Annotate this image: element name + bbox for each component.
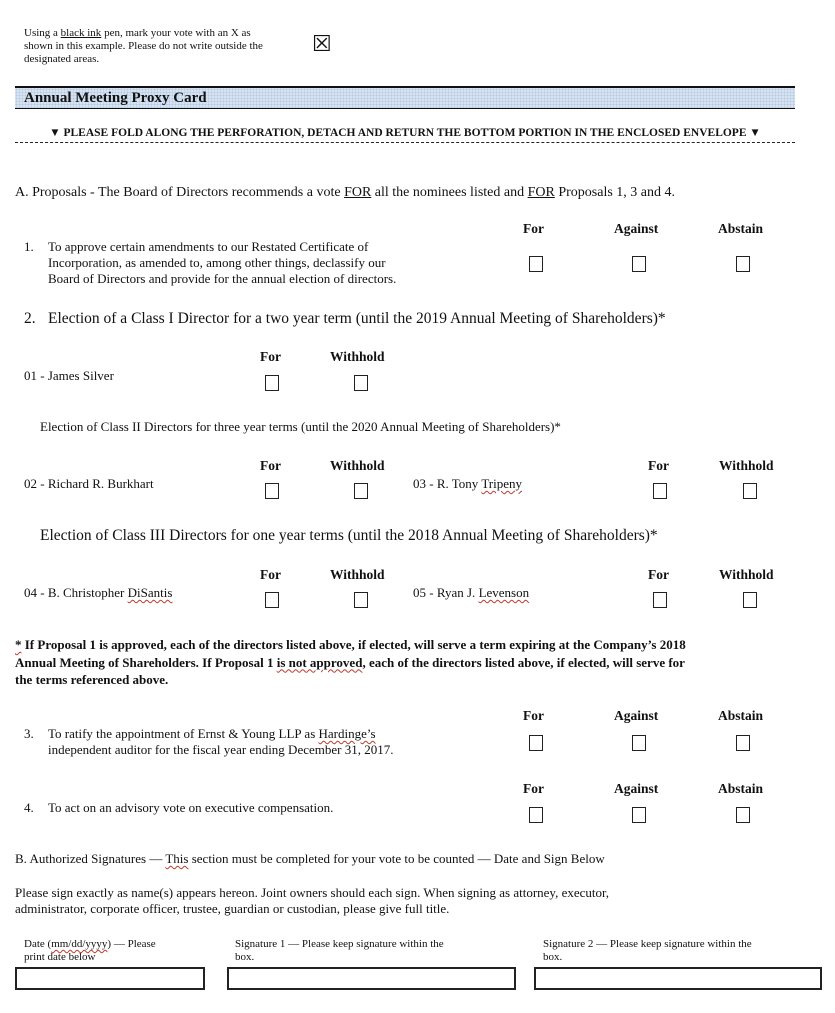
title-bar [15, 86, 795, 109]
page-title: Annual Meeting Proxy Card [24, 90, 207, 106]
p4-abstain-label: Abstain [718, 781, 764, 796]
n02-for-label: For [260, 458, 281, 473]
perforation-line [15, 142, 795, 143]
p3-abstain-label: Abstain [718, 708, 764, 723]
n05-for-label: For [648, 567, 669, 582]
nominee-03-for-checkbox[interactable] [653, 483, 667, 499]
p3-against-label: Against [614, 708, 659, 723]
proposal-4-against-checkbox[interactable] [632, 807, 646, 823]
col-for-label: For [523, 221, 544, 236]
date-label: Date (mm/dd/yyyy) — Please print date below [24, 938, 156, 963]
signature-1-box[interactable] [227, 967, 516, 990]
section-b-heading: B. Authorized Signatures — This section must be completed for your vote to be counted — Date and Sign Below [15, 851, 605, 866]
n01-for-label: For [260, 349, 281, 364]
signature-1-label: Signature 1 — Please keep signature within the box. [235, 938, 444, 963]
signature-2-label: Signature 2 — Please keep signature within the box. [543, 938, 752, 963]
nominee-04-name: 04 - B. Christopher DiSantis [24, 585, 173, 600]
marking-instructions: Using a black ink pen, mark your vote with an X as shown in this example. Please do not write outside the designated areas. [24, 27, 263, 65]
section-a-heading: A. Proposals - The Board of Directors recommends a vote FOR all the nominees listed and FOR Proposals 1, 3 and 4. [15, 185, 675, 200]
proposal-1-for-checkbox[interactable] [529, 256, 543, 272]
proposal-3-number: 3. [24, 726, 34, 741]
proposal-3-for-checkbox[interactable] [529, 735, 543, 751]
n05-withhold-label: Withhold [719, 567, 774, 582]
nominee-03-withhold-checkbox[interactable] [743, 483, 757, 499]
n04-withhold-label: Withhold [330, 567, 385, 582]
fold-notice: ▼ PLEASE FOLD ALONG THE PERFORATION, DETACH AND RETURN THE BOTTOM PORTION IN THE ENCLOSED ENVELOPE ▼ [49, 127, 761, 139]
nominee-02-for-checkbox[interactable] [265, 483, 279, 499]
nominee-03-name: 03 - R. Tony Tripeny [413, 476, 523, 491]
proposal-1-against-checkbox[interactable] [632, 256, 646, 272]
proposal-3-abstain-checkbox[interactable] [736, 735, 750, 751]
nominee-02-name: 02 - Richard R. Burkhart [24, 476, 154, 491]
proposal-1-number: 1. [24, 239, 34, 254]
nominee-01-withhold-checkbox[interactable] [354, 375, 368, 391]
proposal-4-abstain-checkbox[interactable] [736, 807, 750, 823]
proposal-1-abstain-checkbox[interactable] [736, 256, 750, 272]
p4-against-label: Against [614, 781, 659, 796]
nominee-01-for-checkbox[interactable] [265, 375, 279, 391]
n04-for-label: For [260, 567, 281, 582]
n01-withhold-label: Withhold [330, 349, 385, 364]
nominee-05-name: 05 - Ryan J. Levenson [413, 585, 530, 600]
n03-withhold-label: Withhold [719, 458, 774, 473]
signing-note: Please sign exactly as name(s) appears hereon. Joint owners should each sign. When signing as attorney, executor, administrator, corporate officer, trustee, guardian or custodian, please give full title. [15, 885, 610, 916]
col-abstain-label: Abstain [718, 221, 764, 236]
example-mark-icon: ☒ [312, 32, 332, 57]
nominee-05-for-checkbox[interactable] [653, 592, 667, 608]
nominee-04-for-checkbox[interactable] [265, 592, 279, 608]
class-3-heading: Election of Class III Directors for one year terms (until the 2018 Annual Meeting of Shareholders)* [40, 527, 658, 544]
n03-for-label: For [648, 458, 669, 473]
n02-withhold-label: Withhold [330, 458, 385, 473]
p4-for-label: For [523, 781, 544, 796]
proposal-3-against-checkbox[interactable] [632, 735, 646, 751]
col-against-label: Against [614, 221, 659, 236]
nominee-04-withhold-checkbox[interactable] [354, 592, 368, 608]
nominee-05-withhold-checkbox[interactable] [743, 592, 757, 608]
footnote: * If Proposal 1 is approved, each of the directors listed above, if elected, will serve a term expiring at the Company’s 2018 Annual Meeting of Shareholders. If Proposal 1 is not approved, each of the directors listed above, if elected, will serve for the terms referenced above. [15, 637, 686, 687]
proposal-4-for-checkbox[interactable] [529, 807, 543, 823]
nominee-01-name: 01 - James Silver [24, 368, 114, 383]
proposal-2-text: Election of a Class I Director for a two year term (until the 2019 Annual Meeting of Shareholders)* [48, 310, 666, 327]
proposal-3-text: To ratify the appointment of Ernst & Young LLP as Hardinge’s independent auditor for the fiscal year ending December 31, 2017. [48, 726, 394, 757]
signature-2-box[interactable] [534, 967, 822, 990]
class-2-heading: Election of Class II Directors for three year terms (until the 2020 Annual Meeting of Shareholders)* [40, 419, 561, 434]
proposal-4-number: 4. [24, 800, 34, 815]
nominee-02-withhold-checkbox[interactable] [354, 483, 368, 499]
p3-for-label: For [523, 708, 544, 723]
proposal-2-number: 2. [24, 310, 36, 327]
proposal-1-text: To approve certain amendments to our Restated Certificate of Incorporation, as amended to, among other things, declassify our Board of Directors and provide for the annual election of directors. [48, 239, 397, 286]
proposal-4-text: To act on an advisory vote on executive compensation. [48, 800, 334, 815]
date-input-box[interactable] [15, 967, 205, 990]
